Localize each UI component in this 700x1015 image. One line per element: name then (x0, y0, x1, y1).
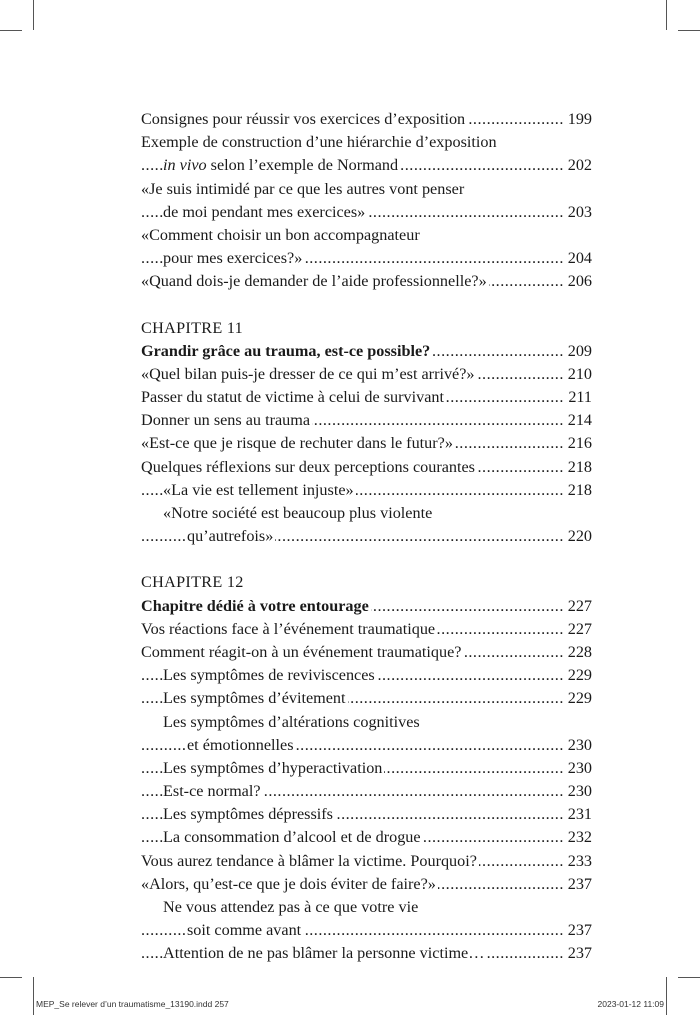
toc-entry: ..... Les symptômes dépressifs 231 (141, 803, 592, 826)
toc-entry: «Je suis intimidé par ce que les autres vont penser (141, 179, 465, 198)
toc-entry: ..... «Quand dois-je demander de l’aide professionnelle?» 206 (141, 270, 592, 293)
toc-entry: ..... de moi pendant mes exercices» 203 (141, 201, 592, 224)
toc-entry: ..... pour mes exercices?» 204 (141, 247, 592, 270)
toc-entry: ..... in vivo selon l’exemple de Normand 202 (141, 154, 592, 177)
crop-mark (0, 977, 22, 978)
toc-entry: ..... «Quel bilan puis-je dresser de ce qui m’est arrivé?» 210 (141, 363, 592, 386)
toc-entry: ..... «Alors, qu’est-ce que je dois éviter de faire?» 237 (141, 873, 592, 896)
crop-mark (666, 977, 667, 1015)
chapter-heading: CHAPITRE 12 (141, 573, 244, 592)
toc-entry: ..... Donner un sens au trauma 214 (141, 409, 592, 432)
toc-entry: «Notre société est beaucoup plus violente (163, 504, 433, 522)
chapter-title: ..... Grandir grâce au trauma, est-ce possible? 209 (141, 340, 592, 363)
toc-entry: ..... Les symptômes de reviviscences 229 (141, 664, 592, 687)
toc-entry: ..... Les symptômes d’hyperactivation 230 (141, 757, 592, 780)
crop-mark (33, 0, 34, 30)
toc-entry: ..... Passer du statut de victime à celui de survivant 211 (141, 386, 592, 409)
crop-mark (33, 977, 34, 1015)
crop-mark (666, 0, 667, 30)
toc-entry: Ne vous attendez pas à ce que votre vie (163, 898, 419, 916)
crop-mark (0, 30, 22, 31)
toc-entry: ..... Vos réactions face à l’événement traumatique 227 (141, 618, 592, 641)
toc-entry: ..... La consommation d’alcool et de drogue 232 (141, 826, 592, 849)
toc-entry: ..... «La vie est tellement injuste» 218 (141, 479, 592, 502)
slug-filename: MEP_Se relever d’un traumatisme_13190.indd 257 (36, 999, 229, 1009)
chapter-heading: CHAPITRE 11 (141, 318, 244, 337)
crop-mark (678, 30, 700, 31)
toc-entry: ..... Consignes pour réussir vos exercices d’exposition 199 (141, 108, 592, 131)
toc-entry: «Comment choisir un bon accompagnateur (141, 225, 420, 244)
crop-mark (678, 977, 700, 978)
toc-entry: ..... Les symptômes d’évitement 229 (141, 687, 592, 710)
toc-entry: Les symptômes d’altérations cognitives (163, 712, 420, 731)
toc-entry: ..... Quelques réflexions sur deux perceptions courantes 218 (141, 456, 592, 479)
toc-entry: ..... «Est-ce que je risque de rechuter dans le futur?» 216 (141, 432, 592, 455)
toc-entry: ..... soit comme avant 237 (141, 919, 592, 942)
table-of-contents (141, 108, 592, 966)
toc-entry: ..... et émotionnelles 230 (141, 734, 592, 757)
toc-entry: ..... Est-ce normal? 230 (141, 780, 592, 803)
toc-entry: Exemple de construction d’une hiérarchie d’exposition (141, 133, 497, 152)
toc-entry: ..... Attention de ne pas blâmer la personne victime… 237 (141, 942, 592, 965)
toc-entry: ..... Comment réagit-on à un événement traumatique? 228 (141, 641, 592, 664)
toc-entry: ..... qu’autrefois» 220 (141, 525, 592, 548)
toc-entry: ..... Vous aurez tendance à blâmer la victime. Pourquoi? 233 (141, 850, 592, 873)
slug-timestamp: 2023-01-12 11:09 (597, 999, 664, 1009)
chapter-title: ..... Chapitre dédié à votre entourage 227 (141, 595, 592, 618)
